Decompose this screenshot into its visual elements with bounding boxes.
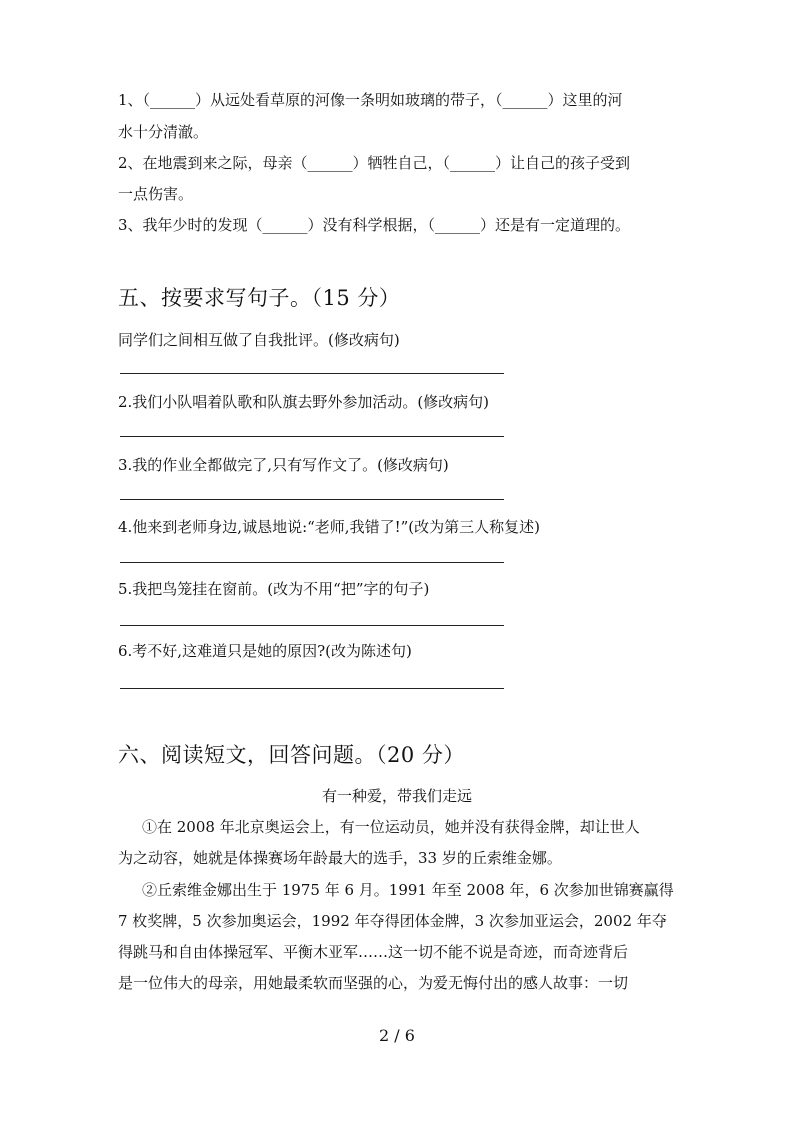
answer-line-2[interactable]: [120, 436, 504, 437]
fill-blank-q1-line1: 1、（______）从远处看草原的河像一条明如玻璃的带子，（______）这里的河: [118, 91, 623, 109]
page-number: 2 / 6: [379, 1026, 415, 1045]
section6-heading: 六、阅读短文，回答问题。（20 分）: [118, 743, 465, 767]
fill-blank-q2-line2: 一点伤害。: [118, 185, 194, 203]
fill-blank-q1-line2: 水十分清澈。: [118, 123, 209, 141]
section5-item-1: 同学们之间相互做了自我批评。(修改病句): [118, 331, 400, 349]
answer-line-4[interactable]: [120, 562, 504, 563]
section5-item-3: 3.我的作业全都做完了,只有写作文了。(修改病句): [118, 456, 449, 474]
answer-line-6[interactable]: [120, 688, 504, 689]
fill-blank-q3-line1: 3、我年少时的发现（______）没有科学根据，（______）还是有一定道理的。: [118, 216, 631, 234]
answer-line-5[interactable]: [120, 625, 504, 626]
fill-blank-q2-line1: 2、在地震到来之际，母亲（______）牺牲自己，（______）让自己的孩子受到: [118, 154, 631, 172]
article-line-6: 是一位伟大的母亲，用她最柔软而坚强的心，为爱无悔付出的感人故事：一切: [118, 974, 629, 992]
section5-item-6: 6.考不好,这难道只是她的原因?(改为陈述句): [118, 642, 412, 660]
section5-item-2: 2.我们小队唱着队歌和队旗去野外参加活动。(修改病句): [118, 393, 490, 411]
article-line-4: 7 枚奖牌，5 次参加奥运会，1992 年夺得团体金牌，3 次参加亚运会，2002 年夺: [118, 912, 667, 930]
article-line-3: ②丘索维金娜出生于 1975 年 6 月。1991 年至 2008 年，6 次参加世锦赛赢得: [142, 881, 674, 899]
article-line-2: 为之动容，她就是体操赛场年龄最大的选手，33 岁的丘索维金娜。: [118, 849, 562, 867]
section5-item-4: 4.他来到老师身边,诚恳地说:“老师,我错了!”(改为第三人称复述): [118, 518, 540, 536]
section5-heading: 五、按要求写句子。（15 分）: [118, 286, 401, 310]
answer-line-3[interactable]: [120, 499, 504, 500]
section5-item-5: 5.我把鸟笼挂在窗前。(改为不用“把”字的句子): [118, 580, 430, 598]
article-line-5: 得跳马和自由体操冠军、平衡木亚军……这一切不能不说是奇迹，而奇迹背后: [118, 943, 629, 961]
answer-line-1[interactable]: [120, 373, 504, 374]
article-title: 有一种爱，带我们走远: [321, 787, 472, 805]
article-line-1: ①在 2008 年北京奥运会上，有一位运动员，她并没有获得金牌，却让世人: [142, 818, 640, 836]
